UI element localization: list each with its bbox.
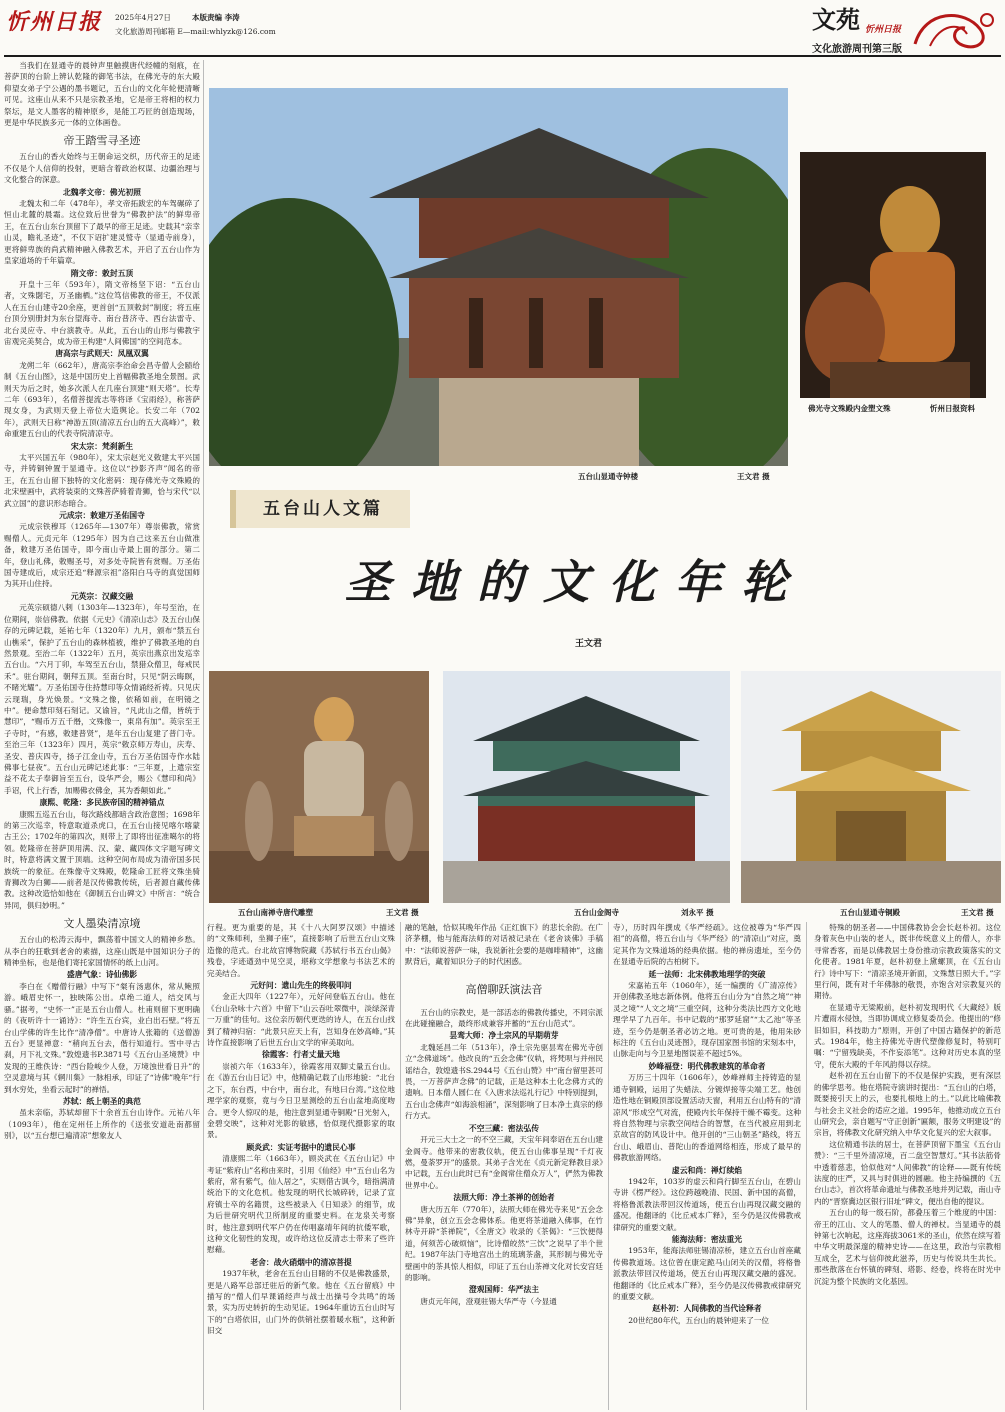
section-heading: 帝王踏雪寻圣迹 xyxy=(63,134,141,148)
section-heading: 文人墨染清凉境 xyxy=(63,917,141,931)
paragraph: 崇祯六年（1633年），徐霞客用双脚丈量五台山。在《游五台山日记》中，他精确记载了山形地貌：“北台之下，东台西，中台中，南台北，有地曰台湾。”这位地理学家的观察，竟与今日卫星测绘的五台山盆地高度吻合。更令人惊叹的是，他注意到显通寺铜殿“日光射入，金碧交映”，这种对光影的敏感，恰似现代摄影家的取景。 xyxy=(207,1061,395,1140)
credit-copper-hall: 王文君 摄 xyxy=(961,908,994,917)
paragraph: 特殊的朝圣者——中国佛教协会会长赵朴初。这位身着灰色中山装的老人，既非传统意义上的僧人，亦非寻常香客，而是以佛教居士身份推动宗教政策落实的文化使者。1981年夏，赵朴初登上黛螺顶，在《五台山行》诗中写下：“清凉圣境开新面，文殊慧日照大千。”字里行间，既有对千年佛脉的敬畏，亦饱含对宗教复兴的期待。 xyxy=(814,923,1001,1001)
paragraph: 清康熙二年（1663年），顾炎武在《五台山记》中考证“紫府山”名称由来时，引用《仙经》中“五台山名为紫府，常有紫气，仙人居之”，实则借古讽今，暗指满清统治下的文化危机。他发现的明代长城碎砖，记录了宣府镇士卒的名籍贯，这些被录入《日知录》的细节，成为后世研究明代卫所制度的重要史料。在龙泉关考察时，他注意到明代军户仍在传唱嘉靖年间的抗倭军歌，这种文化韧性的发现，或许给这位反清志士带来了些许慰藉。 xyxy=(207,1154,395,1255)
headline-kicker: 五台山人文篇 xyxy=(230,490,410,528)
paragraph: 宋嘉祐五年（1060年），延一编撰的《广清凉传》开创佛教圣地志新体例。他将五台山分为“自然之境”“神灵之境”“人文之境”三重空间，这种分类法比西方文化地理学早了九百年。书中记载的“那罗延窟”“太乙池”等圣迹，至今仍是朝圣者必访之地。更可贵的是，他用朱砂标注的《五台山灵迹图》，现存国家图书馆的宋刻本中，山脉走向与今卫星地图误差不超过5%。 xyxy=(613,981,801,1059)
column-divider xyxy=(806,922,807,1410)
column-divider xyxy=(203,60,204,1410)
paragraph: 这位精通书法的居士，在菩萨顶留下墨宝《五台山赞》：“三千里外清凉境，百二盘空智慧灯。”其书法筋骨中透着慈悲，恰似他对“人间佛教”的诠释——既有传统法度的庄严，又具与时俱进的圆融。他主持编撰的《五台山志》，首次将革命遗址与佛教圣地并列记载，南山寺内的“晋察冀边区银行旧址”碑文，便出自他的提议。 xyxy=(814,1139,1001,1206)
intro-paragraph: 当我们在显通寺的晨钟声里触摸唐代经幢的刻痕，在菩萨顶的台阶上辨认乾隆的御笔书法，在佛光寺的东大殿仰望女弟子宁公遇的墨书题记，五台山的文化年轮便清晰可见。这座山从来不只是宗教圣地，它是帝王将相的权力祭坛，是文人墨客的精神原乡，是能工巧匠的创造现场，更是中华民族多元一体的立体画卷。 xyxy=(4,61,200,128)
column-5 xyxy=(814,922,1001,1410)
issue-date: 2025年4月27日 xyxy=(115,13,171,22)
section-brand: 忻州日报 xyxy=(865,25,902,35)
subheading: 妙峰福登：明代佛教建筑的革命者 xyxy=(648,1061,766,1071)
subheading: 元好问：遗山先生的终极叩问 xyxy=(250,981,352,991)
paragraph: 五台山的松涛云海中，飘荡着中国文人的精神乡愁。从李白的狂歌到老舍的素描，这座山既是中国知识分子的精神坐标，也是他们寄托家国情怀的纸上山河。 xyxy=(4,935,200,968)
column-1 xyxy=(4,60,200,1410)
paragraph: 唐贞元年间，澄观驻锡大华严寺（今显通 xyxy=(420,1296,557,1306)
contact-email: 文化旅游周刊邮箱 E—mail:whlyzk@126.com xyxy=(115,27,276,36)
subheading: 徐霞客：行者丈量天地 xyxy=(262,1050,340,1060)
caption-copper-hall: 五台山显通寺铜殿 xyxy=(840,908,900,917)
paragraph: 寺），历时四年撰成《华严经疏》。这位被尊为“华严四祖”的高僧，将五台山与《华严经》的“清凉山”对应，奠定其作为文殊道场的经典依据。他的禅房遗址，至今仍在显通寺后院的古柏树下。 xyxy=(613,923,801,967)
caption-bell-tower: 五台山显通寺钟楼 xyxy=(578,472,638,481)
section-subtitle: 文化旅游周刊第三版 xyxy=(812,44,902,55)
caption-manjushri-statue: 佛光寺文殊殿内金塑文殊 xyxy=(808,404,891,413)
subheading: 昙鸾大师：净土宗风的早期萌芽 xyxy=(449,1031,559,1041)
section-title: 文苑 xyxy=(812,5,860,34)
paragraph: 虽未亲临，苏轼却留下十余首五台山诗作。元祐八年（1093年），他在定州任上所作的《送张安道赴南都留别》，以“五台想已遍清凉”想象友人 xyxy=(4,1108,200,1141)
credit-golden-pavilion: 刘永平 摄 xyxy=(681,908,714,917)
paragraph: 1937年秋，老舍在五台山目睹的不仅是佛教盛景，更是八路军总部迁驻后的新气象。他在《五台留痕》中描写的“僧人们早课诵经声与战士出操号令共鸣”的场景，实为历史转折的生动见证。1964年重访五台山时写下的“白塔依旧，山门外的供销社摆着暖水瓶”，这种新旧交 xyxy=(207,1269,395,1336)
subheading: 元成宗：敕建万圣佑国寺 xyxy=(59,511,145,521)
subheading: 赵朴初：人间佛教的当代诠释者 xyxy=(652,1304,762,1314)
paragraph: 五台山的宗教史，是一部活态的佛教传播史，不同宗派在此碰撞融合，最终形成兼容并蓄的“五台山范式”。 xyxy=(405,1007,603,1029)
paragraph: 龙朔二年（662年），唐高宗李治命会昌寺僧人会赜给制《五台山图》，这是中国历史上首幅佛教圣地全景图。武则天为后之时，她多次派人在几座台顶建“则天塔”。长寿二年（693年），名僧菩提流志等将译《宝雨经》，称菩萨现女身，为武则天登上帝位大造舆论。长安二年（702年），武则天日称“神游五顶(清凉五台山的五大高峰）”，敕命重建五台山的代表寺院清凉寺。 xyxy=(4,360,200,439)
headline-title: 圣地的文化年轮 xyxy=(345,555,807,609)
paragraph: 元英宗硕德八剌（1303年—1323年），年号至治，在位期间，崇信佛教。依据《元史》《清凉山志》及五台山保存的元碑记载，延祐七年（1320年）九月，颁布“禁五台山樵采”，保护了五台山的森林植被，维护了佛教圣地的自然景观。至治二年（1322年）五月，英宗出燕京出发巡幸五台山。“六月丁卯，车驾至五台山，禁猎众僧卫，每戒民禾”。驻台期间，朝拜五顶。至南台时，只见“阴云晦瞑，不睹光耀”。万圣佑国寺住持慧印等众情诵经祈祷。只见庆云现瑞，身光焕景。“文殊之像，依稀如前，在明镜之中”。便命慧印刻石刻记。又谕旨，“凡此山之僧，皆统于慧印”，“赐币万五千缗，文殊像一，東帛有加”。英宗至王子寺时，“有感，敕建普贤”，是年五台山复建了普门寺。至治三年（1323年）四月，英宗“敕京师万寿山，庆寿、圣安、普庆四寺，扬子江金山寺，五台万圣佑国寺作水陆佛事七昼夜”。五台山元碑记述此事：“三年夏，上遣宗室益不花太子奉御旨至五台，设华严会，赐公《慧印和尚》手诏，代上行香，加赐佛衣佛金，其为香颠如此。” xyxy=(4,603,200,795)
section-heading: 高僧聊跃演法音 xyxy=(465,982,543,996)
photo-golden-pavilion xyxy=(443,671,730,903)
photo-nanchan-sculpture xyxy=(209,671,429,903)
credit-manjushri-statue: 忻州日报资料 xyxy=(930,404,975,413)
header-rule xyxy=(4,55,1001,57)
subheading: 盛唐气象：诗仙佛影 xyxy=(66,970,138,980)
credit-bell-tower: 王文君 摄 xyxy=(737,472,770,481)
subheading: 法照大师：净土茶禅的创始者 xyxy=(453,1193,555,1203)
paragraph: 行程。更为重要的是，其《十八大阿罗汉颂》中描述的“文殊师利，坐狮子座”，直接影响了后世五台山文殊造像的范式。台北故宫博物院藏《苏轼行书五台山偈》残卷，字迹遒劲中见空灵，堪称文学想象与书法艺术的完美结合。 xyxy=(207,923,395,978)
subheading: 澄观国师：华严法主 xyxy=(468,1285,540,1295)
photo-manjushri-statue xyxy=(800,152,986,398)
paragraph: 开元三大士之一的不空三藏，天宝年间奉诏在五台山建金阁寺。他带来的密教仪轨，使五台山佛事呈现“千灯夜燃，曼荼罗开”的盛景。其弟子含光在《贞元新定释教目录》中记载，五台山此时已有“金阁常住僧众万人”，俨然为佛教世界中心。 xyxy=(405,1135,603,1190)
paragraph: 五台山的香火始终与王朝命运交织，历代帝王的足迹不仅是个人信仰的投射，更暗含着政治权谋、边疆治理与文化整合的深意。 xyxy=(4,152,200,185)
paragraph: 北魏太和二年（478年），孝文帝拓跋宏的车驾碾碎了恒山北麓的晨霜。这位致后世誉为“佛教护法”的鲜卑帝王，在五台山东台顶留下了最早的帝王足迹。史载其“亲幸山灵，瞻礼圣迹”，不仅下诏扩建灵鹫寺（显通寺前身），更将鲜卑族的尚武精神融入佛教艺术，开启了五台山作为皇家道场的千年篇章。 xyxy=(4,199,200,266)
subheading: 苏轼：纸上朝圣的典范 xyxy=(63,1096,141,1106)
column-divider xyxy=(608,922,609,1410)
paragraph: 在显通寺无梁殿前，赵朴初发现明代《大藏经》版片遭雨水侵蚀，当即协调成立修复委员会。他提出的“修旧如旧，科技助力”原则，开创了中国古籍保护的新范式。1984年，他主持佛光寺唐代塑像修复时，特别叮嘱：“宁留残缺美，不作妄添笔”。这种对历史本真的坚守，使东大殿的千年风韵得以存续。 xyxy=(814,1002,1001,1069)
caption-nanchan-sculpture: 五台山南禅寺唐代雕塑 xyxy=(238,908,313,917)
headline-author: 王文君 xyxy=(575,639,603,649)
photo-bell-tower xyxy=(209,88,788,466)
paragraph: 李白在《赠僧行融》中写下“粲有汤惠休，常从鲍照游。峨眉史怀一，独映陈公出。卓绝二道人，结交风与骚。”据考，“史怀一”正是五台山僧人。杜甫则留下更明确的《夜听许十一诵诗》：“许生五台宾，业白出石壁。”将五台山学佛的许生比作“清净僧”。中唐诗人张籍的《送僧游五台》更显禅意：“稍向五台去，偕行知道行。雪中寻古刹，月下礼文殊。”敦煌遗书P.3871号《五台山圣境赞》中发现的王维佚诗：“西台险峻少人登，万境浊世看日升”的空灵意境与其《辋川集》一脉相承，印证了“诗佛”晚年“行到水穷处，坐看云起时”的禅悟。 xyxy=(4,981,200,1094)
column-4 xyxy=(613,922,801,1410)
ornament-icon xyxy=(905,4,1000,54)
paragraph: 万历三十四年（1606年），妙峰禅师主持铸造的显通寺铜殿，运用了失蜡法、分镀焊接等尖端工艺。他创造性地在铜殿顶部设置活动天窗，利用五台山特有的“清凉风”形成空气对流，使殿内长年保持干燥不霉变。这种将自然物理与宗教空间结合的智慧，在当代被应用到北京故宫的防风设计中。他开创的“三山朝圣”路线，将五台山、峨眉山、普陀山的香道网络相连，形成了最早的佛教旅游网络。 xyxy=(613,1073,801,1163)
subheading: 宋太宗：梵刹新生 xyxy=(70,441,134,451)
subheading: 唐高宗与武则天：凤凰双翼 xyxy=(55,349,149,359)
subheading: 不空三藏：密法弘传 xyxy=(468,1123,540,1133)
column-3 xyxy=(405,922,603,1410)
column-divider xyxy=(400,922,401,1410)
credit-nanchan-sculpture: 王文君 摄 xyxy=(386,908,419,917)
subheading: 老舍：战火硝烟中的清凉菩提 xyxy=(250,1257,352,1267)
paragraph: 五台山的每一级石阶，都叠压着三个维度的中国：帝王的江山、文人的笔墨、僧人的禅杖。当显通寺的晨钟第七次响起，这座海拔3061米的圣山，依然在续写着中华文明最深邃的精神史诗——在这里，政治与宗教相互成全，艺术与信仰彼此滋养，历史与传说共生共长。那些散落在台怀镇的碑刻、塔影、经卷，终将在时光中沉淀为整个民族的文化基因。 xyxy=(814,1208,1001,1286)
paragraph: 太平兴国五年（980年），宋太宗赵光义敕建太平兴国寺，并铸铜钟置于显通寺。这位以“抄影齐声”闻名的帝王，在五台山留下独特的文化密码：现存佛光寺文殊殿的北宋壁画中，武将装束的文殊菩萨骑着青狮，恰与宋代“以武立国”的意识形态暗合。 xyxy=(4,453,200,508)
subheading: 能海法师：密法重光 xyxy=(671,1234,743,1244)
photo-copper-hall xyxy=(741,671,1001,903)
paragraph: 1942年，103岁的虚云和尚行脚至五台山，在碧山寺讲《楞严经》。这位跨越晚清、民国、新中国的高僧，将格鲁派教法带回汉传道场，使五台山再现汉藏交融的盛况。他翻译的《比丘戒本广释》，至今仍是汉传佛教戒律研究的重要文献。 xyxy=(613,1176,801,1232)
subheading: 元英宗：汉藏交融 xyxy=(70,591,134,601)
newspaper-logo: 忻州日报 xyxy=(6,9,103,35)
subheading: 顾炎武：实证考据中的遗民心事 xyxy=(246,1142,356,1152)
paragraph: 康熙五巡五台山，每次路线都暗含政治意图；1698年的第三次巡幸，特意取道杀虎口，在五台山接见喀尔喀蒙古王公；1702年的第四次，则带上了即将出征准噶尔的将领。乾隆帝在菩萨顶用满、汉、蒙、藏四体文字题写碑文时，特意将满文置于顶端。这种空间布局成为清帝国多民族统一的象征。在殊像寺文殊殿，乾隆命工匠将文殊坐骑青狮改为白狮——前者是汉传佛教传统，后者源自藏传佛教。这种改造恰如他在《御制五台山碑文》中所言：“统合异同，俱归妙明。” xyxy=(4,809,200,910)
column-2 xyxy=(207,922,395,1410)
paragraph: 赵朴初在五台山留下的不仅是保护实践，更有深层的佛学思考。他在塔院寺演讲时提出：“五台山的白塔，既要接引天上的云，也要扎根地上的土。”以此比喻佛教与社会主义社会的适应之道。1995年，他推动成立五台山研究会，亲自题写“守正创新”匾额，服务文明建设”的宗旨，将佛教文化研究纳入中华文化复兴的宏大叙事。 xyxy=(814,1071,1001,1138)
paragraph: 金正大四年（1227年），元好问登临五台山。他在《台山杂咏十六首》中留下“山云吞吐翠微中，淡绿深青一万重”的佳句。这位亲历朝代更迭的诗人，在五台山找到了精神归宿：“此景只应天上有，岂知身在妙高峰。”其诗作直接影响了后世五台山文学的审美取向。 xyxy=(207,992,395,1048)
paragraph: 唐大历五年（770年），法照大师在佛光寺来见“五会念佛”异象，创立五会念佛体系。他更将茶道融入佛事，在竹林寺开辟“茶禅院”，《全唐文》收录的《茶偈》：“三饮便得道，何须苦心破烦恼”，比诗僧皎然“三饮”之说早了半个世纪。1987年法门寺地宫出土的琉璃茶盏，其形制与佛光寺壁画中的茶具惊人相似，印证了五台山茶禅文化对长安宫廷的影响。 xyxy=(405,1204,603,1282)
page-editor: 本版责编 李涛 xyxy=(192,13,240,22)
subheading: 虚云和尚：禅灯续焰 xyxy=(671,1165,743,1175)
subheading: 延一法师：北宋佛教地理学的突破 xyxy=(648,969,766,979)
paragraph: 20世纪80年代，五台山的晨钟迎来了一位 xyxy=(628,1315,770,1325)
paragraph: 开皇十三年（593年），隋文帝杨坚下诏：“五台山者，文殊閟宅，万圣幽栖。”这位笃信佛教的帝王，不仅派人在五台山建寺20余座，更首创“五顶敕封”制度；将五座台顶分别册封为东台望海寺、南台普济寺、西台法雷寺、北台灵应寺、中台演教寺。从此，五台山的山形与佛教宇宙观完美契合，成为帝王构建“人间佛国”的空间范本。 xyxy=(4,279,200,346)
paragraph: 1953年，能海法师驻锡清凉桥，建立五台山首座藏传佛教道场。这位曾在康定跪马山闭关的汉僧，将格鲁派教法带回汉传道场，使五台山再现汉藏交融的盛况。他翻译的《比丘戒本广释》，至今仍是汉传佛教戒律研究的重要文献。 xyxy=(613,1246,801,1301)
subheading: 北魏孝文帝：佛光初照 xyxy=(63,187,141,197)
paragraph: 融的笔触，恰似其晚年作品《正红旗下》的悲长余韵。在广济茅棚，他与能海法师的对话被记录在《老舍谈佛》手稿中：“法师说菩萨一味，我说新社会要的是咖啡精神”，这幽默背后，藏着知识分子的时代困惑。 xyxy=(405,923,603,967)
subheading: 隋文帝：敕封五顶 xyxy=(70,268,134,278)
subheading: 康熙、乾隆：多民族帝国的精神锚点 xyxy=(39,798,165,808)
caption-golden-pavilion: 五台山金阁寺 xyxy=(574,908,619,917)
paragraph: 元成宗铁穆耳（1265年—1307年）尊崇佛教，常赏赐僧人。元贞元年（1295年）因为自己这来五台山做准备，敕建万圣佑国寺，即今南山寺最上面的部分。第二年，登山礼佛，敕赐圣号，对多处寺院皆有赏赐。万圣佑国寺建成后，成宗还追“释源宗祖”洛阳白马寺的真觉国师为其开山住持。 xyxy=(4,522,200,589)
paragraph: 北魏延昌二年（513年），净土宗先驱昙鸾在佛光寺创立“念佛道场”。他改良的“五会念佛”仪轨，将梵呗与并州民谣结合，敦煌遗书S.2944号《五台山赞》中“南台留里甚可畏，一万菩萨声念佛”的记载，正是这种本土化念佛方式的遗响。日本僧人圆仁在《入唐求法巡礼行记》中特别提到，五台山念佛声“如海浪相涌”，深刻影响了日本净土真宗的修行方式。 xyxy=(405,1042,603,1121)
